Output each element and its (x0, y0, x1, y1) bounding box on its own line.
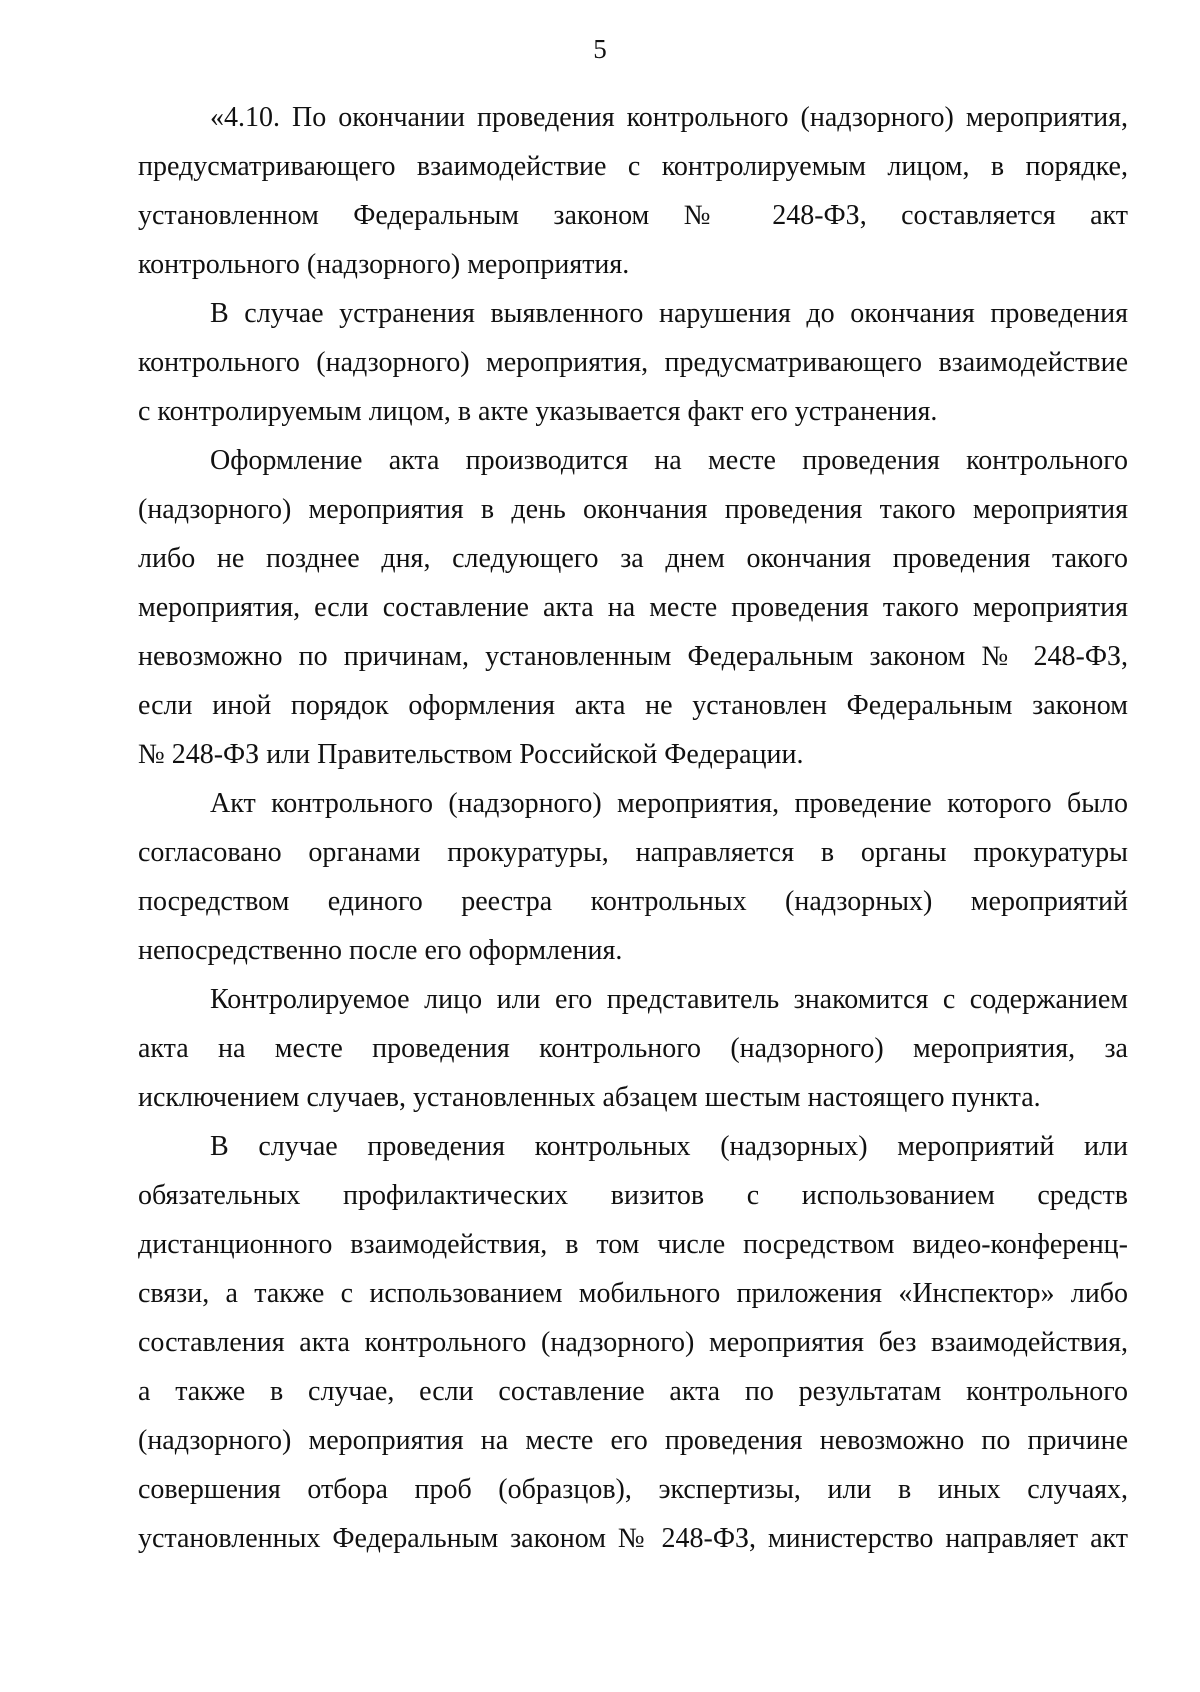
text-line: составления акта контрольного (надзорного) мероприятия без взаимодействия, (138, 1327, 1128, 1358)
text-line: совершения отбора проб (образцов), экспертизы, или в иных случаях, (138, 1474, 1128, 1505)
text-line: № 248-ФЗ или Правительством Российской Федерации. (138, 739, 804, 770)
text-line: либо не позднее дня, следующего за днем окончания проведения такого (138, 543, 1128, 574)
text-line: если иной порядок оформления акта не установлен Федеральным законом (138, 690, 1128, 721)
text-line: акта на месте проведения контрольного (надзорного) мероприятия, за (138, 1033, 1128, 1064)
text-line: Контролируемое лицо или его представитель знакомится с содержанием (210, 984, 1128, 1015)
text-line: Акт контрольного (надзорного) мероприятия, проведение которого было (210, 788, 1128, 819)
text-line: «4.10. По окончании проведения контрольного (надзорного) мероприятия, (210, 102, 1128, 133)
text-line: дистанционного взаимодействия, в том числе посредством видео-конференц- (138, 1229, 1128, 1260)
paragraph-violation-elimination (138, 289, 1128, 436)
text-line: (надзорного) мероприятия на месте его проведения невозможно по причине (138, 1425, 1128, 1456)
document-body (138, 93, 1128, 1563)
text-line: связи, а также с использованием мобильного приложения «Инспектор» либо (138, 1278, 1128, 1309)
paragraph-prosecutor-notification (138, 779, 1128, 975)
text-line: установленном Федеральным законом № 248-ФЗ, составляется акт (138, 200, 1128, 231)
text-line: (надзорного) мероприятия в день окончания проведения такого мероприятия (138, 494, 1128, 525)
text-line: а также в случае, если составление акта по результатам контрольного (138, 1376, 1128, 1407)
text-line: невозможно по причинам, установленным Федеральным законом № 248-ФЗ, (138, 641, 1128, 672)
paragraph-act-execution (138, 436, 1128, 779)
text-line: непосредственно после его оформления. (138, 935, 623, 966)
page-number: 5 (593, 34, 607, 64)
text-line: предусматривающего взаимодействие с контролируемым лицом, в порядке, (138, 151, 1128, 182)
text-line: контрольного (надзорного) мероприятия, предусматривающего взаимодействие (138, 347, 1128, 378)
text-line: согласовано органами прокуратуры, направляется в органы прокуратуры (138, 837, 1128, 868)
text-line: мероприятия, если составление акта на месте проведения такого мероприятия (138, 592, 1128, 623)
text-line: с контролируемым лицом, в акте указывается факт его устранения. (138, 396, 938, 427)
text-line: контрольного (надзорного) мероприятия. (138, 249, 630, 280)
text-line: установленных Федеральным законом № 248-ФЗ, министерство направляет акт (138, 1523, 1128, 1554)
text-line: исключением случаев, установленных абзацем шестым настоящего пункта. (138, 1082, 1041, 1113)
paragraph-remote-interaction (138, 1122, 1128, 1563)
paragraph-4-10-intro (138, 93, 1128, 289)
text-line: В случае устранения выявленного нарушения до окончания проведения (210, 298, 1128, 329)
text-line: В случае проведения контрольных (надзорных) мероприятий или (210, 1131, 1128, 1162)
text-line: обязательных профилактических визитов с использованием средств (138, 1180, 1128, 1211)
text-line: Оформление акта производится на месте проведения контрольного (210, 445, 1128, 476)
text-line: посредством единого реестра контрольных (надзорных) мероприятий (138, 886, 1128, 917)
paragraph-controlled-person-review (138, 975, 1128, 1122)
